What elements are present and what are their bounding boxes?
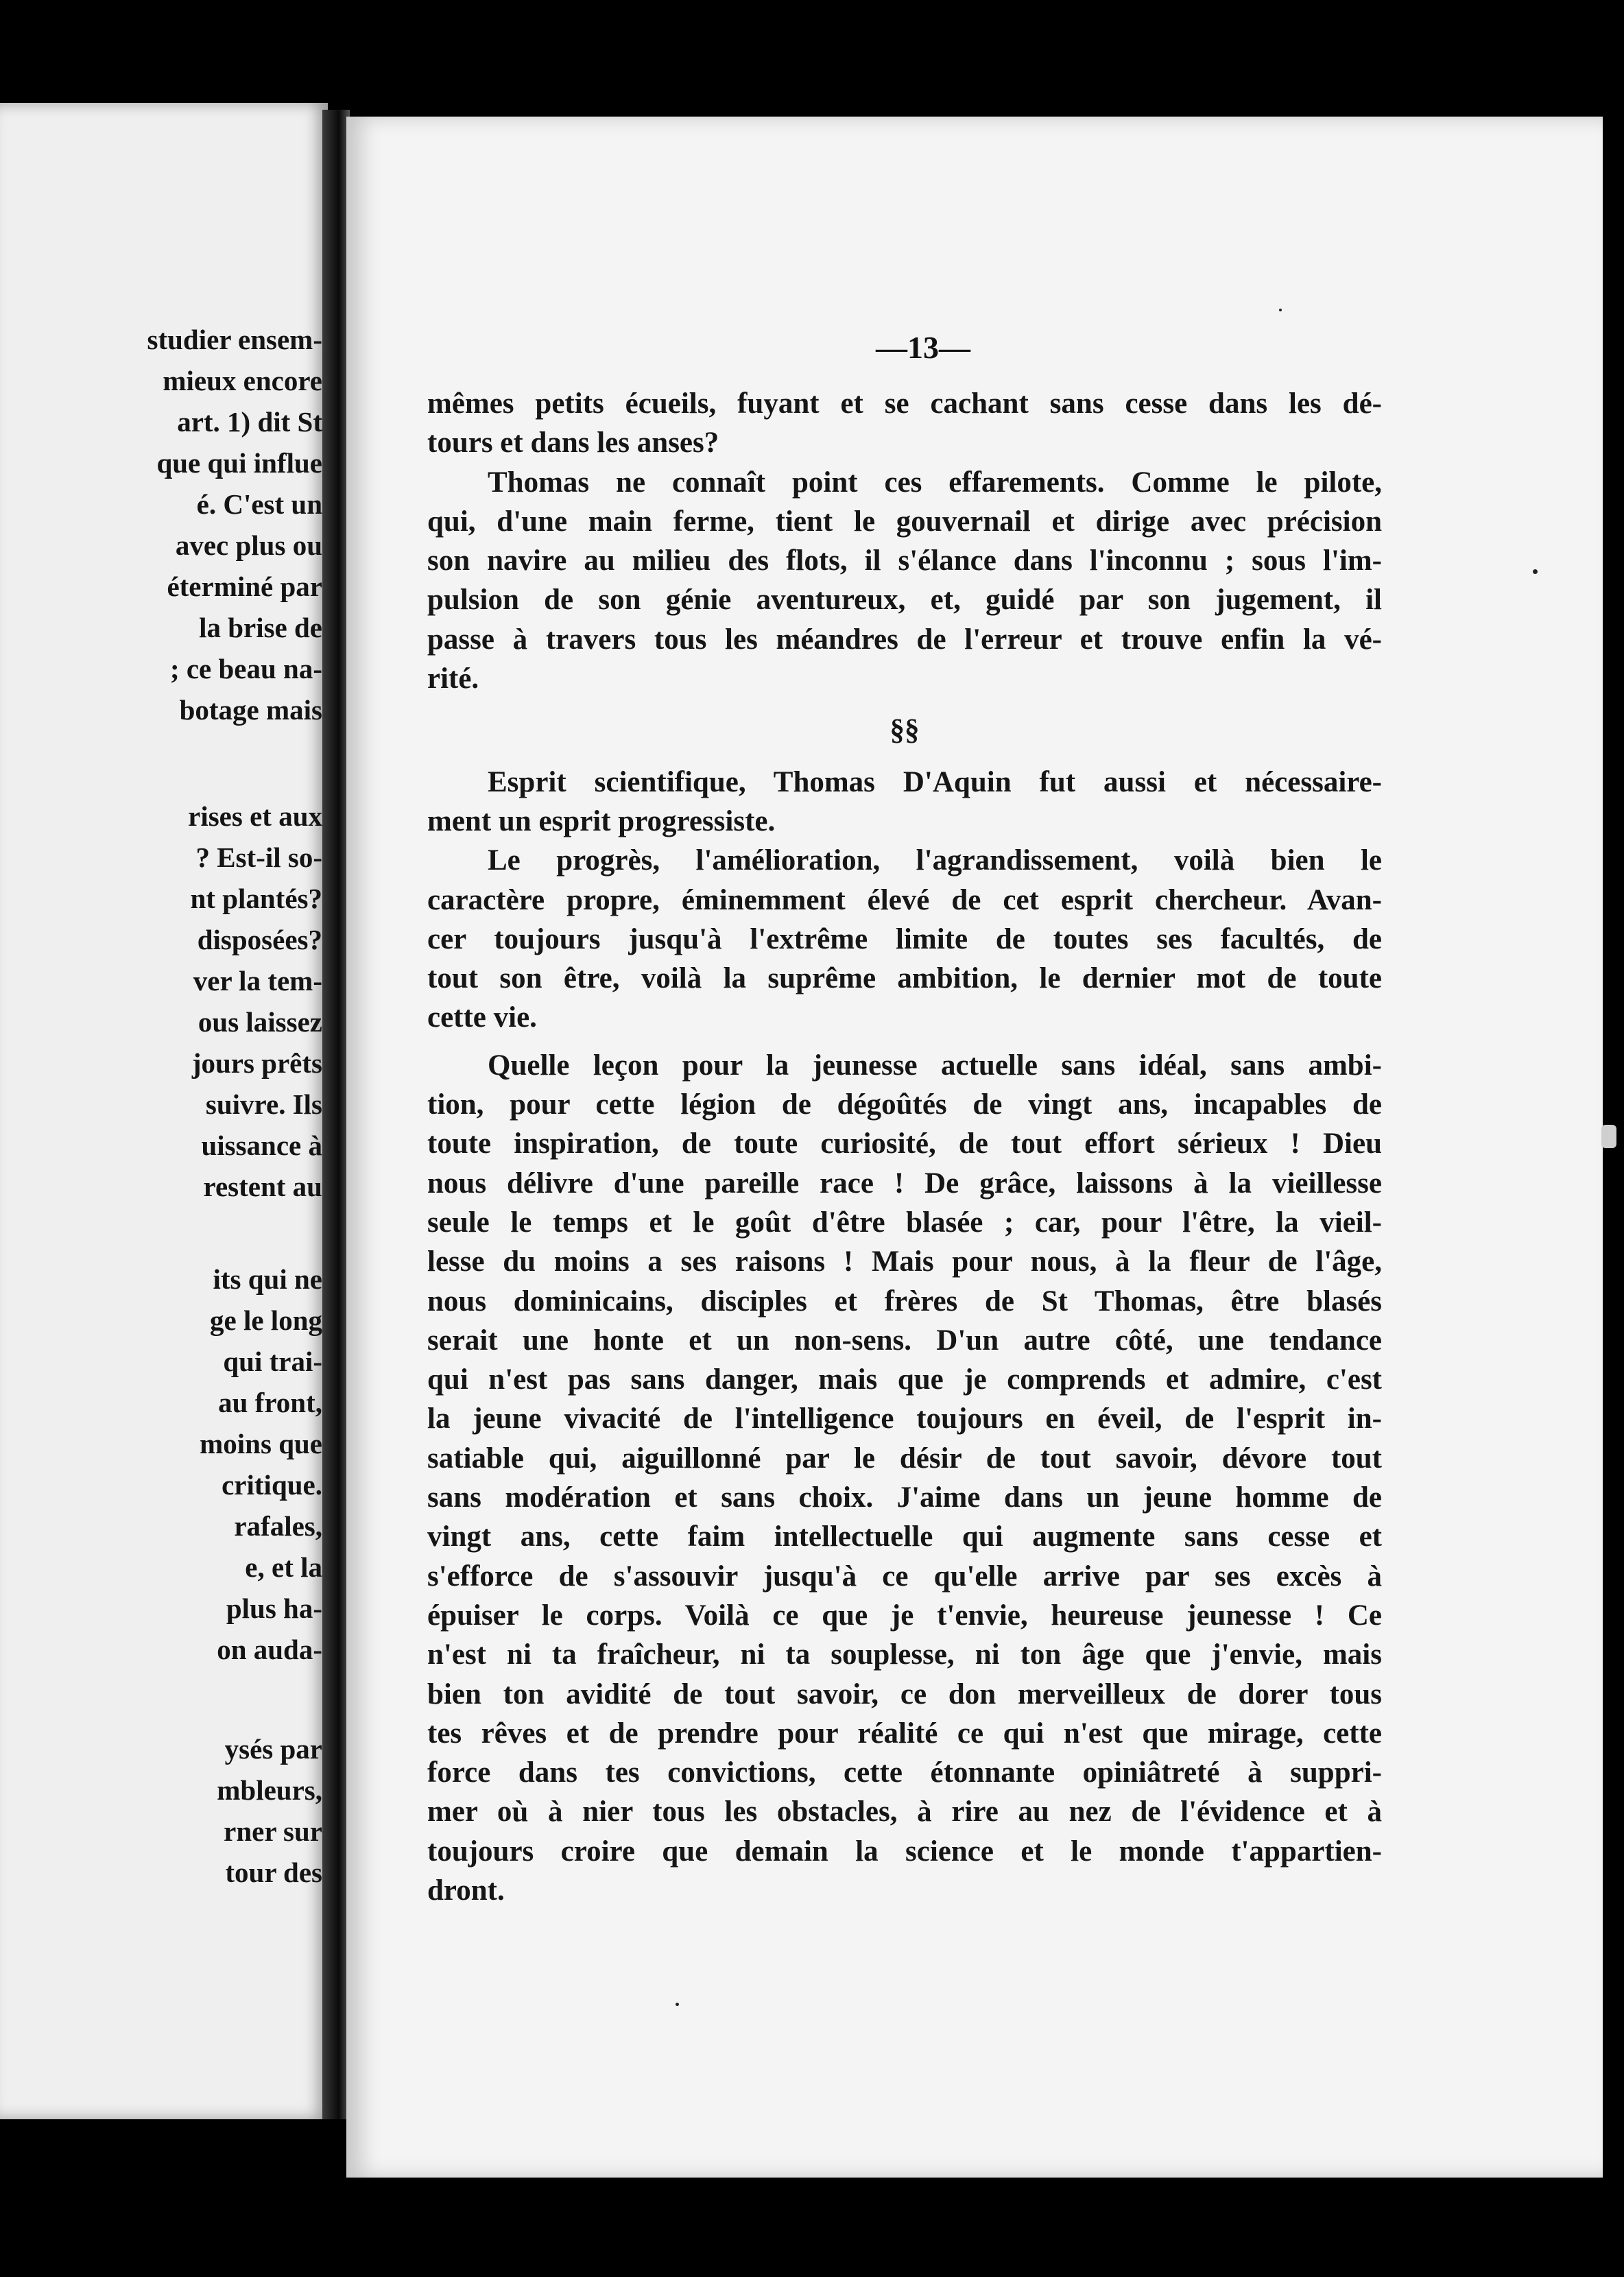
text-line: cer toujours jusqu'à l'extrême limite de toutes ses facultés, de — [427, 922, 1382, 955]
text-line: Esprit scientifique, Thomas D'Aquin fut aussi et nécessaire- — [488, 765, 1382, 798]
left-page-line: rises et aux — [188, 800, 322, 832]
text-line: dront. — [427, 1874, 505, 1907]
text-line: lesse du moins a ses raisons ! Mais pour nous, à la fleur de l'âge, — [427, 1245, 1382, 1278]
left-page-line: botage mais — [179, 694, 322, 726]
left-page-line: its qui ne — [213, 1263, 322, 1295]
text-line: pulsion de son génie aventureux, et, guidé par son jugement, il — [427, 584, 1382, 617]
text-line: tes rêves et de prendre pour réalité ce qui n'est que mirage, cette — [427, 1717, 1382, 1750]
ink-speck — [1533, 569, 1538, 574]
text-line: n'est ni ta fraîcheur, ni ta souplesse, ni ton âge que j'envie, mais — [427, 1638, 1382, 1671]
body-text — [427, 384, 1382, 1910]
text-line: seule le temps et le goût d'être blasée ; car, pour l'être, la vieil- — [427, 1206, 1382, 1239]
text-line: qui, d'une main ferme, tient le gouvernail et dirige avec précision — [427, 505, 1382, 538]
left-page-line: mbleurs, — [217, 1774, 322, 1806]
text-line: nous délivre d'une pareille race ! De grâce, laissons à la vieillesse — [427, 1167, 1382, 1200]
left-page-line: art. 1) dit St — [177, 406, 322, 438]
text-line: satiable qui, aiguillonné par le désir de tout savoir, dévore tout — [427, 1442, 1382, 1475]
text-line: qui n'est pas sans danger, mais que je comprends et admire, c'est — [427, 1363, 1382, 1396]
text-line: s'efforce de s'assouvir jusqu'à ce qu'elle arrive par ses excès à — [427, 1560, 1382, 1593]
paragraph-gap — [427, 1038, 1382, 1046]
text-line: nous dominicains, disciples et frères de St Thomas, être blasés — [427, 1285, 1382, 1318]
text-line: son navire au milieu des flots, il s'élance dans l'inconnu ; sous l'im- — [427, 545, 1382, 577]
page-number: —13— — [876, 330, 970, 365]
left-page-line: ge le long — [210, 1304, 322, 1336]
left-page-line: au front, — [218, 1387, 322, 1418]
left-page-line: moins que — [200, 1428, 322, 1459]
left-page-line: rafales, — [234, 1510, 322, 1542]
left-page-line: jours prêts — [191, 1047, 322, 1079]
left-page-line: rner sur — [224, 1815, 322, 1847]
text-line: Le progrès, l'amélioration, l'agrandissement, voilà bien le — [488, 844, 1382, 877]
left-page-line: critique. — [222, 1469, 322, 1501]
right-page — [346, 117, 1603, 2178]
left-page-line: ysés par — [224, 1733, 322, 1765]
text-line: vingt ans, cette faim intellectuelle qui augmente sans cesse et — [427, 1521, 1382, 1553]
right-edge — [1603, 117, 1624, 2277]
text-line: mêmes petits écueils, fuyant et se cachant sans cesse dans les dé- — [427, 388, 1382, 420]
text-line: serait une honte et un non-sens. D'un autre côté, une tendance — [427, 1324, 1382, 1357]
text-line: Thomas ne connaît point ces effarements. Comme le pilote, — [488, 466, 1382, 499]
left-page-line: ous laissez — [198, 1006, 322, 1038]
paragraph-gap — [427, 750, 1382, 763]
text-line: sans modération et sans choix. J'aime dans un jeune homme de — [427, 1481, 1382, 1514]
text-line: tours et dans les anses? — [427, 427, 719, 460]
left-page-line: suivre. Ils — [205, 1088, 322, 1120]
page-gutter — [322, 110, 350, 2119]
left-page-line: ver la tem- — [193, 965, 322, 997]
text-line: toute inspiration, de toute curiosité, de tout effort sérieux ! Dieu — [427, 1128, 1382, 1160]
left-page-line: que qui influe — [156, 447, 322, 479]
text-line: tout son être, voilà la suprême ambition, le dernier mot de toute — [427, 962, 1382, 995]
text-line: bien ton avidité de tout savoir, ce don merveilleux de dorer tous — [427, 1678, 1382, 1710]
left-page-line: nt plantés? — [190, 883, 322, 914]
text-line: passe à travers tous les méandres de l'erreur et trouve enfin la vé- — [427, 623, 1382, 656]
left-page-line: la brise de — [199, 612, 322, 643]
left-page-line: é. C'est un — [196, 488, 322, 520]
left-page-line: restent au — [203, 1171, 322, 1202]
left-page-line: uissance à — [201, 1130, 322, 1161]
left-page-line: éterminé par — [167, 571, 322, 602]
paragraph-gap — [427, 698, 1382, 711]
text-line: ment un esprit progressiste. — [427, 804, 776, 837]
left-page-line: studier ensem- — [147, 324, 322, 355]
left-page-line: qui trai- — [223, 1346, 322, 1377]
text-line: caractère propre, éminemment élevé de cet esprit chercheur. Avan- — [427, 883, 1382, 916]
left-page — [0, 103, 328, 2119]
text-line: épuiser le corps. Voilà ce que je t'envie, heureuse jeunesse ! Ce — [427, 1599, 1382, 1632]
edge-mark — [1601, 1125, 1616, 1148]
left-page-line: ; ce beau na- — [169, 653, 322, 684]
text-line: Quelle leçon pour la jeunesse actuelle sans idéal, sans ambi- — [488, 1049, 1382, 1082]
left-page-line: ? Est-il so- — [195, 842, 322, 873]
left-page-line: e, et la — [245, 1551, 322, 1583]
left-page-line: disposées? — [197, 924, 322, 955]
text-line: cette vie. — [427, 1001, 537, 1034]
text-line: mer où à nier tous les obstacles, à rire au nez de l'évidence et à — [427, 1796, 1382, 1828]
text-line: tion, pour cette légion de dégoûtés de vingt ans, incapables de — [427, 1088, 1382, 1121]
text-line: rité. — [427, 663, 479, 695]
left-page-line: avec plus ou — [175, 529, 322, 561]
left-page-line: mieux encore — [163, 365, 322, 396]
section-break: §§ — [889, 714, 920, 747]
text-line: la jeune vivacité de l'intelligence toujours en éveil, de l'esprit in- — [427, 1403, 1382, 1435]
ink-speck — [1279, 309, 1282, 311]
ink-speck — [676, 2003, 679, 2006]
text-line: toujours croire que demain la science et le monde t'appartien- — [427, 1835, 1382, 1868]
text-line: force dans tes convictions, cette étonnante opiniâtreté à suppri- — [427, 1756, 1382, 1789]
left-page-line: on auda- — [217, 1634, 322, 1665]
left-page-line: plus ha- — [226, 1593, 322, 1624]
left-page-line: tour des — [225, 1857, 322, 1888]
